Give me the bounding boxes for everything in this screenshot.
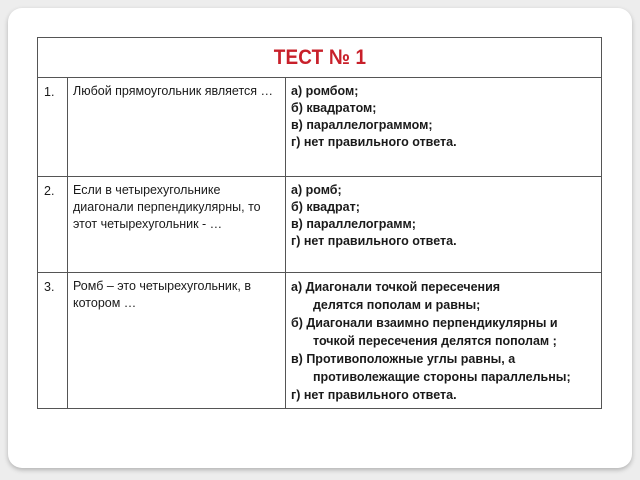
answer-option: а) ромб; [291, 183, 342, 197]
answer-list [286, 177, 601, 250]
question-number: 3. [44, 280, 55, 294]
table-row [38, 78, 602, 177]
answer-option [291, 278, 597, 314]
answer-option-continuation: противолежащие стороны параллельны; [313, 370, 571, 384]
question-text: Ромб – это четырехугольник, в котором … [73, 279, 251, 310]
question-number: 2. [44, 184, 55, 198]
answer-option: г) нет правильного ответа. [291, 234, 457, 248]
answer-option-first-line: в) Противоположные углы равны, а [291, 352, 516, 366]
answer-option: б) квадратом; [291, 101, 377, 115]
question-text: Если в четырехугольнике диагонали перпендикулярны, то этот четырехугольник - … [73, 183, 261, 231]
answer-option-first-line: а) Диагонали точкой пересечения [291, 280, 501, 294]
answer-option-first-line: б) Диагонали взаимно перпендикулярны и [291, 316, 558, 330]
answer-option [291, 386, 597, 404]
answer-option: г) нет правильного ответа. [291, 135, 457, 149]
test-table [37, 37, 602, 409]
answer-option: в) параллелограммом; [291, 118, 433, 132]
answer-option-continuation: точкой пересечения делятся пополам ; [313, 334, 557, 348]
answer-list [286, 78, 601, 151]
answer-option-continuation: делятся пополам и равны; [313, 298, 481, 312]
answer-option: б) квадрат; [291, 200, 360, 214]
table-row [38, 177, 602, 273]
question-text: Любой прямоугольник является … [73, 84, 274, 98]
test-title: ТЕСТ № 1 [66, 38, 574, 78]
answer-option [291, 314, 597, 350]
answer-option-first-line: г) нет правильного ответа. [291, 388, 457, 402]
question-number: 1. [44, 85, 55, 99]
table-row [38, 273, 602, 409]
answer-option: а) ромбом; [291, 84, 359, 98]
answer-option [291, 350, 597, 386]
answer-option: в) параллелограмм; [291, 217, 416, 231]
answer-list [286, 273, 601, 404]
